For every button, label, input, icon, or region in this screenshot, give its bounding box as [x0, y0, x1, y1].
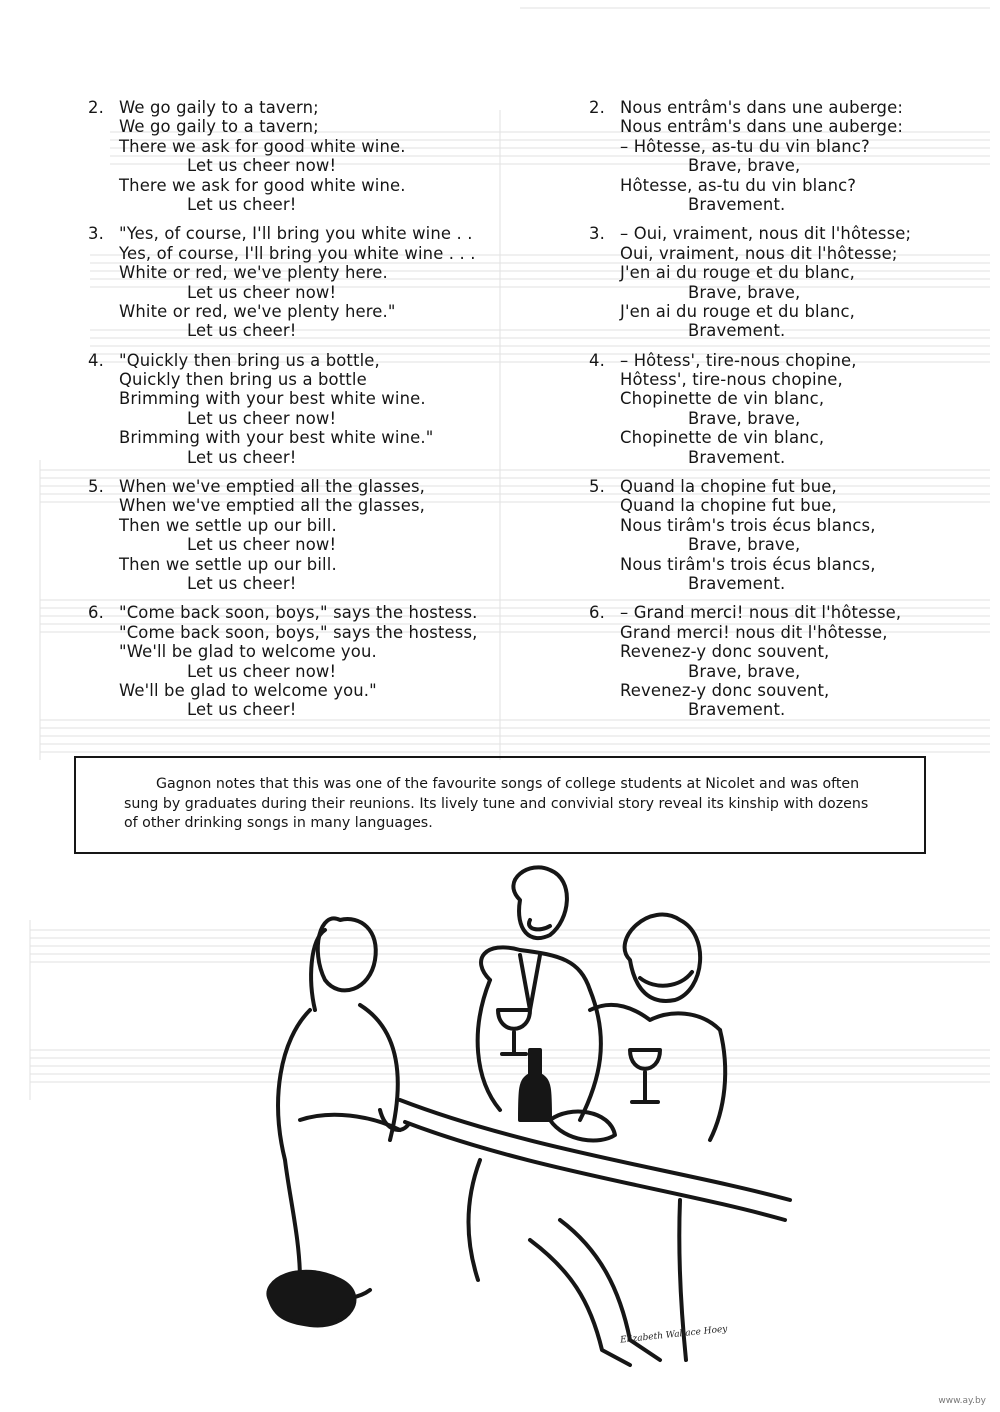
verse-number: 4.: [589, 350, 605, 370]
lyric-line: We go gaily to a tavern;: [119, 98, 319, 117]
lyric-line: Nous tirâm's trois écus blancs,: [620, 515, 876, 535]
lyric-line: White or red, we've plenty here.: [119, 263, 388, 283]
lyric-line: Quickly then bring us a bottle: [119, 370, 367, 390]
lyric-line: White or red, we've plenty here.": [119, 301, 396, 321]
lyric-line: Nous tirâm's trois écus blancs,: [620, 554, 876, 574]
verse: [589, 351, 989, 467]
lyric-line: Grand merci! nous dit l'hôtesse,: [620, 622, 888, 642]
lyric-line: We'll be glad to welcome you.": [119, 680, 377, 700]
lyric-line: J'en ai du rouge et du blanc,: [620, 301, 856, 321]
lyric-line: "Come back soon, boys," says the hostess,: [119, 622, 478, 642]
refrain-line: Brave, brave,: [688, 282, 801, 302]
french-lyrics-column: [589, 98, 989, 730]
refrain-line: Let us cheer now!: [187, 535, 337, 555]
artist-signature: Elizabeth Wallace Hoey: [619, 1324, 728, 1346]
verse: [88, 98, 558, 214]
lyric-line: Brimming with your best white wine.: [119, 389, 426, 409]
refrain-line: Let us cheer!: [187, 321, 297, 341]
lyric-line: We go gaily to a tavern;: [119, 117, 319, 137]
tavern-drinkers-illustration: [230, 860, 810, 1380]
lyric-line: Then we settle up our bill.: [119, 515, 337, 535]
refrain-line: Brave, brave,: [688, 535, 801, 555]
verse: [88, 477, 558, 593]
lyric-line: "We'll be glad to welcome you.: [119, 642, 377, 662]
verse: [589, 98, 989, 214]
verse-number: 3.: [88, 224, 104, 244]
refrain-line: Bravement.: [688, 447, 786, 467]
lyric-line: When we've emptied all the glasses,: [119, 477, 426, 497]
lyric-line: – Grand merci! nous dit l'hôtesse,: [620, 603, 902, 623]
english-lyrics-column: [88, 98, 558, 730]
refrain-line: Brave, brave,: [688, 661, 801, 681]
lyric-line: Oui, vraiment, nous dit l'hôtesse;: [620, 243, 898, 263]
lyric-line: – Oui, vraiment, nous dit l'hôtesse;: [620, 224, 912, 244]
verse: [589, 224, 989, 340]
lyric-line: "Come back soon, boys," says the hostess.: [119, 603, 478, 623]
verse-number: 5.: [589, 477, 605, 497]
verse: [88, 603, 558, 719]
refrain-line: Let us cheer!: [187, 573, 297, 593]
lyric-line: "Quickly then bring us a bottle,: [119, 350, 380, 370]
verse: [88, 224, 558, 340]
refrain-line: Bravement.: [688, 700, 786, 720]
lyric-line: Revenez-y donc souvent,: [620, 680, 830, 700]
lyric-line: There we ask for good white wine.: [119, 136, 406, 156]
lyric-line: "Yes, of course, I'll bring you white wine . .: [119, 224, 473, 244]
lyric-line: J'en ai du rouge et du blanc,: [620, 263, 856, 283]
refrain-line: Brave, brave,: [688, 408, 801, 428]
lyric-line: There we ask for good white wine.: [119, 175, 406, 195]
lyric-line: Revenez-y donc souvent,: [620, 642, 830, 662]
verse-number: 2.: [589, 98, 605, 117]
lyric-line: – Hôtesse, as-tu du vin blanc?: [620, 136, 870, 156]
verse-number: 5.: [88, 477, 104, 497]
lyric-line: Then we settle up our bill.: [119, 554, 337, 574]
verse: [88, 351, 558, 467]
verse: [589, 477, 989, 593]
refrain-line: Let us cheer now!: [187, 661, 337, 681]
verse-number: 3.: [589, 224, 605, 244]
lyric-line: Quand la chopine fut bue,: [620, 496, 837, 516]
lyric-line: Quand la chopine fut bue,: [620, 477, 837, 497]
verse-number: 4.: [88, 350, 104, 370]
verse-number: 2.: [88, 98, 104, 117]
watermark: www.ay.by: [938, 1396, 986, 1406]
lyric-line: Chopinette de vin blanc,: [620, 428, 825, 448]
verse: [589, 603, 989, 719]
lyric-line: Brimming with your best white wine.": [119, 428, 434, 448]
verse-number: 6.: [589, 603, 605, 623]
refrain-line: Let us cheer now!: [187, 156, 337, 176]
refrain-line: Let us cheer now!: [187, 408, 337, 428]
verse-number: 6.: [88, 603, 104, 623]
refrain-line: Bravement.: [688, 321, 786, 341]
lyric-line: Hôtesse, as-tu du vin blanc?: [620, 175, 857, 195]
editorial-note-text: Gagnon notes that this was one of the favourite songs of college students at Nicolet and was often sung by graduates during their reunions. Its lively tune and convivial story reveal its kinship with dozens of other drinking songs in many languages.: [124, 776, 869, 831]
lyric-line: Nous entrâm's dans une auberge:: [620, 98, 904, 117]
refrain-line: Bravement.: [688, 573, 786, 593]
editorial-note-box: [74, 756, 926, 854]
refrain-line: Bravement.: [688, 194, 786, 214]
lyric-line: Nous entrâm's dans une auberge:: [620, 117, 904, 137]
lyric-line: Hôtess', tire-nous chopine,: [620, 370, 843, 390]
lyric-line: Yes, of course, I'll bring you white wine . . .: [119, 243, 476, 263]
lyric-line: – Hôtess', tire-nous chopine,: [620, 350, 857, 370]
lyric-line: Chopinette de vin blanc,: [620, 389, 825, 409]
refrain-line: Let us cheer!: [187, 194, 297, 214]
refrain-line: Brave, brave,: [688, 156, 801, 176]
refrain-line: Let us cheer now!: [187, 282, 337, 302]
refrain-line: Let us cheer!: [187, 447, 297, 467]
lyric-line: When we've emptied all the glasses,: [119, 496, 426, 516]
refrain-line: Let us cheer!: [187, 700, 297, 720]
